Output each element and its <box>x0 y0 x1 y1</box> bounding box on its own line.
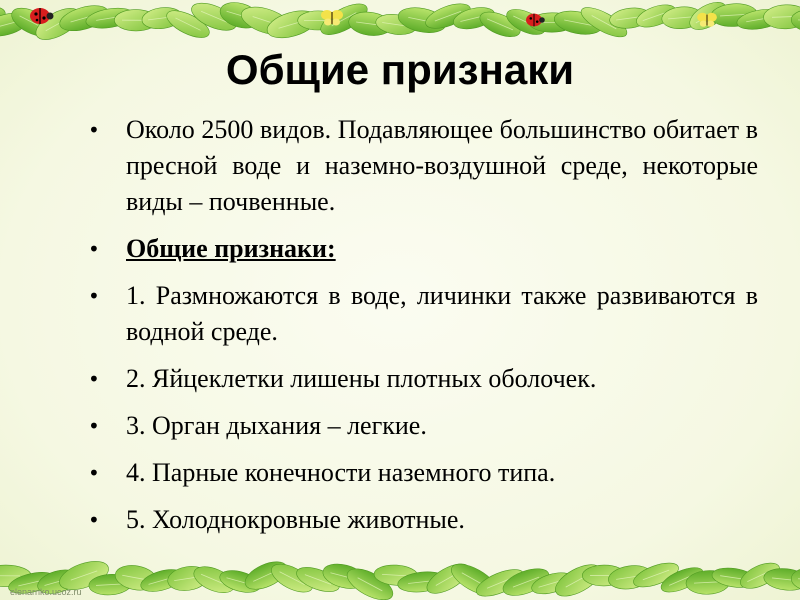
bullet-text: 5. Холоднокровные животные. <box>126 505 465 534</box>
bullet-item <box>82 502 758 538</box>
section-heading: Общие признаки: <box>126 234 336 263</box>
bullet-icon: • <box>88 118 100 142</box>
bullet-text: Около 2500 видов. Подавляющее большинство обитает в пресной воде и наземно-воздушной среде, некоторые виды – почвенные. <box>126 115 758 216</box>
bullet-icon: • <box>88 414 100 438</box>
slide-title: Общие признаки <box>225 46 575 93</box>
butterfly-icon <box>321 10 343 26</box>
bullet-icon: • <box>88 461 100 485</box>
bottom-leaf-border <box>0 546 800 600</box>
bullet-item <box>82 408 758 444</box>
bullet-text: 3. Орган дыхания – легкие. <box>126 411 427 440</box>
bullet-text: 1. Размножаются в воде, личинки также развиваются в водной среде. <box>126 281 758 346</box>
bullet-icon: • <box>88 508 100 532</box>
bullet-item <box>82 361 758 397</box>
bullet-text: 2. Яйцеклетки лишены плотных оболочек. <box>126 364 597 393</box>
bullet-icon: • <box>88 237 100 261</box>
bullet-icon: • <box>88 284 100 308</box>
bullet-item <box>82 278 758 350</box>
bullet-list <box>82 112 758 549</box>
bullet-icon: • <box>88 367 100 391</box>
bullet-item <box>82 112 758 220</box>
watermark: elenarnko.ucoz.ru <box>10 587 82 597</box>
butterfly-icon <box>697 13 717 27</box>
bullet-text: 4. Парные конечности наземного типа. <box>126 458 556 487</box>
bullet-item <box>82 231 758 267</box>
bullet-item <box>82 455 758 491</box>
